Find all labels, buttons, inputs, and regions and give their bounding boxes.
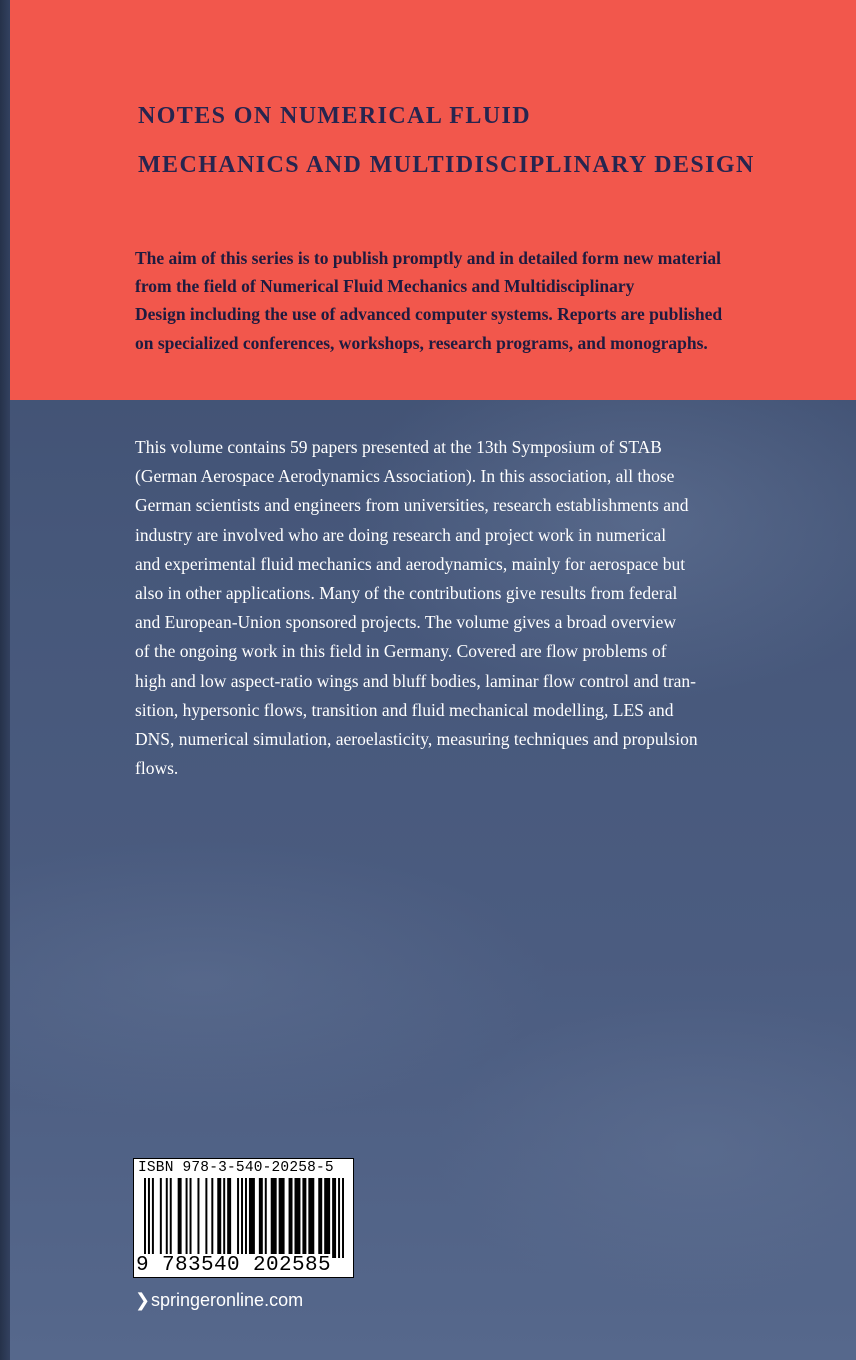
barcode-bar (279, 1178, 285, 1258)
chevron-right-icon: ❯ (135, 1290, 151, 1310)
barcode-bar (223, 1178, 225, 1258)
barcode-bar (190, 1178, 192, 1258)
barcode-bar (160, 1178, 162, 1258)
barcode-number: 9 783540 202585 (136, 1254, 332, 1277)
publisher-website[interactable] (135, 1290, 303, 1311)
barcode-bar (302, 1178, 306, 1258)
series-aim-text (135, 244, 835, 357)
barcode-bars (144, 1178, 344, 1258)
barcode-bar (324, 1178, 330, 1258)
spine-edge (0, 0, 10, 1360)
barcode-bar (289, 1178, 293, 1258)
barcode-bar (249, 1178, 255, 1258)
isbn-label: ISBN 978-3-540-20258-5 (138, 1160, 334, 1176)
barcode-bar (148, 1178, 150, 1258)
barcode-bar (271, 1178, 277, 1258)
description-line: high and low aspect-ratio wings and bluff bodies, laminar flow control and tran- (135, 670, 696, 691)
description-line: also in other applications. Many of the contributions give results from federal (135, 583, 678, 604)
series-aim-line: on specialized conferences, workshops, research programs, and monographs. (135, 332, 708, 353)
description-line: of the ongoing work in this field in Germany. Covered are flow problems of (135, 641, 667, 662)
barcode-bar (332, 1178, 336, 1258)
barcode-bar (170, 1178, 172, 1258)
series-aim-line: The aim of this series is to publish promptly and in detailed form new material (135, 248, 721, 268)
description-line: (German Aerospace Aerodynamics Association). In this association, all those (135, 466, 675, 487)
barcode-bar (166, 1178, 168, 1258)
description-line: industry are involved who are doing research and project work in numerical (135, 524, 667, 545)
barcode-bar (318, 1178, 322, 1258)
barcode-bar (211, 1178, 213, 1258)
description-line: sition, hypersonic flows, transition and fluid mechanical modelling, LES and (135, 699, 674, 720)
barcode-bar (186, 1178, 188, 1258)
series-title (138, 92, 838, 190)
barcode-bar (245, 1178, 247, 1258)
volume-description (135, 433, 835, 783)
barcode-bar (205, 1178, 207, 1258)
series-title-line-1: NOTES ON NUMERICAL FLUID (138, 103, 531, 129)
description-line: DNS, numerical simulation, aeroelasticity, measuring techniques and propulsion (135, 729, 698, 750)
barcode-bar (259, 1178, 263, 1258)
series-aim-line: from the field of Numerical Fluid Mechanics and Multidisciplinary (135, 276, 635, 297)
barcode-bar (241, 1178, 243, 1258)
barcode-bar (308, 1178, 314, 1258)
isbn-barcode (133, 1158, 354, 1278)
barcode-bar (144, 1178, 146, 1258)
series-title-line-2: MECHANICS AND MULTIDISCIPLINARY DESIGN (138, 152, 755, 178)
series-aim-line: Design including the use of advanced computer systems. Reports are published (135, 304, 723, 325)
description-line: This volume contains 59 papers presented at the 13th Symposium of STAB (135, 437, 662, 457)
description-line: and experimental fluid mechanics and aerodynamics, mainly for aerospace but (135, 553, 686, 574)
barcode-bar (197, 1178, 199, 1258)
barcode-bar (294, 1178, 300, 1258)
barcode-bar (342, 1178, 344, 1258)
description-line: German scientists and engineers from universities, research establishments and (135, 495, 689, 516)
barcode-bar (265, 1178, 267, 1258)
barcode-bar (152, 1178, 154, 1258)
barcode-bar (227, 1178, 231, 1258)
description-line: and European-Union sponsored projects. The volume gives a broad overview (135, 612, 677, 633)
barcode-bar (338, 1178, 340, 1258)
barcode-bar (237, 1178, 239, 1258)
barcode-bar (217, 1178, 221, 1258)
website-url: springeronline.com (151, 1290, 304, 1310)
barcode-bar (178, 1178, 182, 1258)
description-line: flows. (135, 758, 179, 779)
